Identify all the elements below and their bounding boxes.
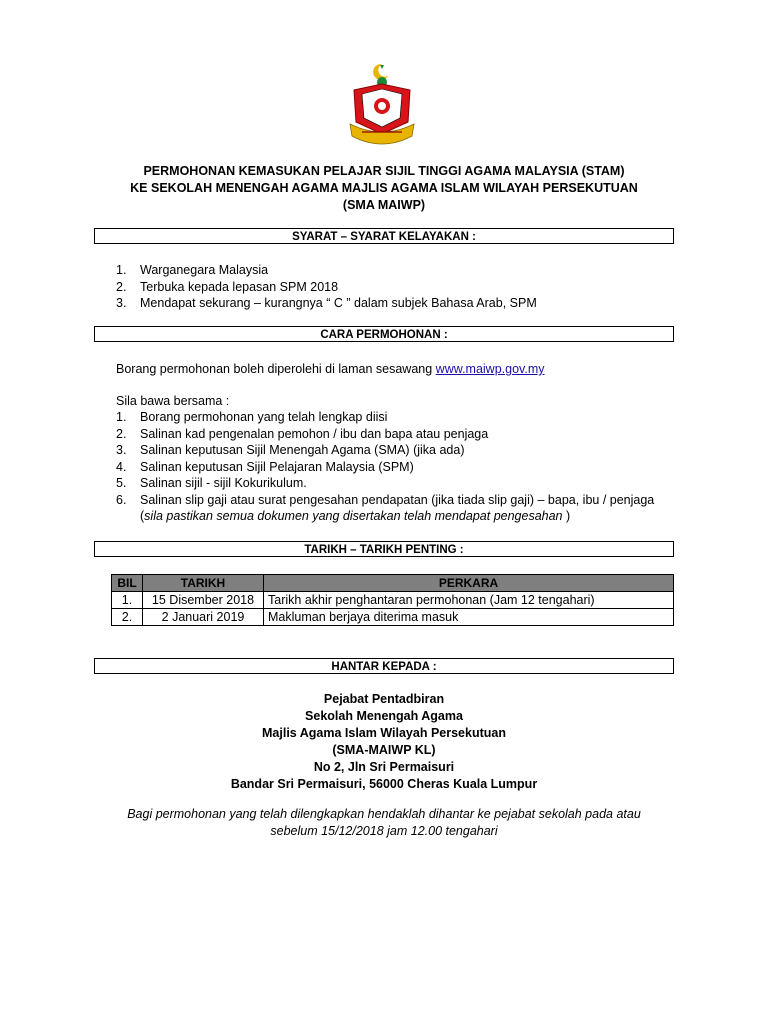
cara-heading: CARA PERMOHONAN : [94, 326, 674, 342]
cara-intro: Borang permohonan boleh diperolehi di laman sesawang www.maiwp.gov.my [116, 362, 545, 376]
list-item: 4. Salinan keputusan Sijil Pelajaran Malaysia (SPM) [116, 459, 414, 474]
footer-line-1: Bagi permohonan yang telah dilengkapkan hendaklah dihantar ke pejabat sekolah pada atau [127, 807, 641, 821]
column-header-tarikh: TARIKH [143, 575, 264, 592]
table-row [112, 592, 674, 609]
document-title [0, 163, 768, 214]
address-line: No 2, Jln Sri Permaisuri [313, 760, 455, 774]
list-item: 2. Terbuka kepada lepasan SPM 2018 [116, 279, 339, 294]
list-item: 2. Salinan kad pengenalan pemohon / ibu dan bapa atau penjaga [116, 426, 489, 441]
list-item: 6. Salinan slip gaji atau surat pengesahan pendapatan (jika tiada slip gaji) – bapa, ibu / penjaga [116, 492, 655, 507]
list-item: 5. Salinan sijil - sijil Kokurikulum. [116, 476, 307, 490]
maiwp-crest-logo [348, 62, 416, 148]
submission-deadline-note [0, 806, 768, 840]
table-row [112, 609, 674, 626]
office-address [0, 691, 768, 793]
footer-line-2: sebelum 15/12/2018 jam 12.00 tengahari [270, 824, 498, 838]
verification-note: (sila pastikan semua dokumen yang disertakan telah mendapat pengesahan ) [140, 509, 571, 523]
cell-perkara: Tarikh akhir penghantaran permohonan (Jam 12 tengahari) [264, 592, 674, 609]
column-header-perkara: PERKARA [264, 575, 674, 592]
syarat-heading: SYARAT – SYARAT KELAYAKAN : [94, 228, 674, 244]
list-item: 1. Warganegara Malaysia [116, 263, 269, 277]
cell-tarikh: 15 Disember 2018 [143, 592, 264, 609]
title-line-2: KE SEKOLAH MENENGAH AGAMA MAJLIS AGAMA ISLAM WILAYAH PERSEKUTUAN [130, 181, 638, 195]
title-line-1: PERMOHONAN KEMASUKAN PELAJAR SIJIL TINGGI AGAMA MALAYSIA (STAM) [143, 164, 625, 178]
important-dates-table [111, 574, 674, 626]
documents-list [116, 409, 654, 508]
address-line: Majlis Agama Islam Wilayah Persekutuan [262, 726, 506, 740]
title-line-3: (SMA MAIWP) [342, 198, 426, 212]
address-line: (SMA-MAIWP KL) [332, 743, 436, 757]
cell-tarikh: 2 Januari 2019 [143, 609, 264, 626]
list-item: 1. Borang permohonan yang telah lengkap diisi [116, 410, 388, 424]
list-item: 3. Mendapat sekurang – kurangnya “ C ” dalam subjek Bahasa Arab, SPM [116, 296, 537, 310]
address-line: Bandar Sri Permaisuri, 56000 Cheras Kuala Lumpur [230, 777, 538, 791]
table-header-row [112, 575, 674, 592]
column-header-bil: BIL [112, 575, 143, 592]
list-item: 3. Salinan keputusan Sijil Menengah Agama (SMA) (jika ada) [116, 443, 465, 457]
tarikh-heading: TARIKH – TARIKH PENTING : [94, 541, 674, 557]
cell-bil: 1. [112, 592, 143, 609]
address-line: Sekolah Menengah Agama [305, 709, 463, 723]
cell-perkara: Makluman berjaya diterima masuk [264, 609, 674, 626]
hantar-heading: HANTAR KEPADA : [94, 658, 674, 674]
address-line: Pejabat Pentadbiran [323, 692, 445, 706]
bring-label: Sila bawa bersama : [116, 394, 230, 408]
cell-bil: 2. [112, 609, 143, 626]
syarat-list [116, 262, 537, 312]
maiwp-website-link[interactable]: www.maiwp.gov.my [435, 362, 545, 376]
